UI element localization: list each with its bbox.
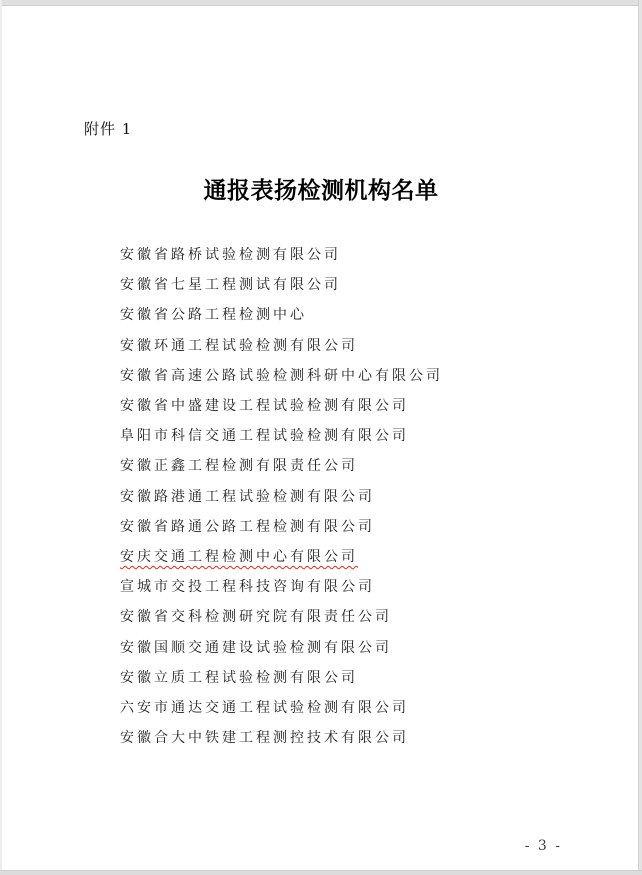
list-item: [120, 390, 602, 420]
company-name: 安徽省中盛建设工程试验检测有限公司: [120, 398, 409, 415]
list-item: [120, 269, 602, 299]
page-edge-bottom: [0, 870, 642, 875]
company-name: 安徽省公路工程检测中心: [120, 307, 307, 324]
company-name: 安徽正鑫工程检测有限责任公司: [120, 458, 358, 475]
company-name: 安徽立质工程试验检测有限公司: [120, 669, 358, 686]
list-item: [120, 481, 602, 511]
list-item: [120, 420, 602, 450]
company-name: 安徽省交科检测研究院有限责任公司: [120, 609, 392, 626]
company-name: 安徽环通工程试验检测有限公司: [120, 337, 358, 354]
page-edge-right: [638, 0, 642, 875]
list-item: [120, 511, 602, 541]
list-item: [120, 601, 602, 631]
company-name: 安徽省七星工程测试有限公司: [120, 277, 341, 294]
list-item: [120, 571, 602, 601]
company-name: 安徽省高速公路试验检测科研中心有限公司: [120, 367, 443, 384]
page-title: 通报表扬检测机构名单: [203, 177, 439, 204]
company-name: 安庆交通工程检测中心有限公司: [120, 548, 358, 565]
list-item: [120, 631, 602, 661]
list-item: [120, 360, 602, 390]
attachment-label: 附件 1: [84, 120, 133, 138]
company-name: 安徽国顺交通建设试验检测有限公司: [120, 639, 392, 656]
page-edge-top: [0, 0, 642, 6]
company-name: 安徽合大中铁建工程测控技术有限公司: [120, 730, 409, 747]
list-item: [120, 692, 602, 722]
list-item: [120, 541, 602, 571]
page-edge-left: [0, 0, 2, 875]
list-item: [120, 299, 602, 329]
company-name: 安徽省路桥试验检测有限公司: [120, 247, 341, 264]
list-item: [120, 450, 602, 480]
list-item: [120, 722, 602, 752]
company-name: 宣城市交投工程科技咨询有限公司: [120, 579, 375, 596]
page-number: - 3 -: [524, 838, 562, 854]
list-item: [120, 239, 602, 269]
company-name: 安徽省路通公路工程检测有限公司: [120, 518, 375, 535]
company-list: [120, 239, 602, 752]
list-item: [120, 662, 602, 692]
company-name: 安徽路港通工程试验检测有限公司: [120, 488, 375, 505]
company-name: 六安市通达交通工程试验检测有限公司: [120, 699, 409, 716]
list-item: [120, 330, 602, 360]
company-name: 阜阳市科信交通工程试验检测有限公司: [120, 428, 409, 445]
